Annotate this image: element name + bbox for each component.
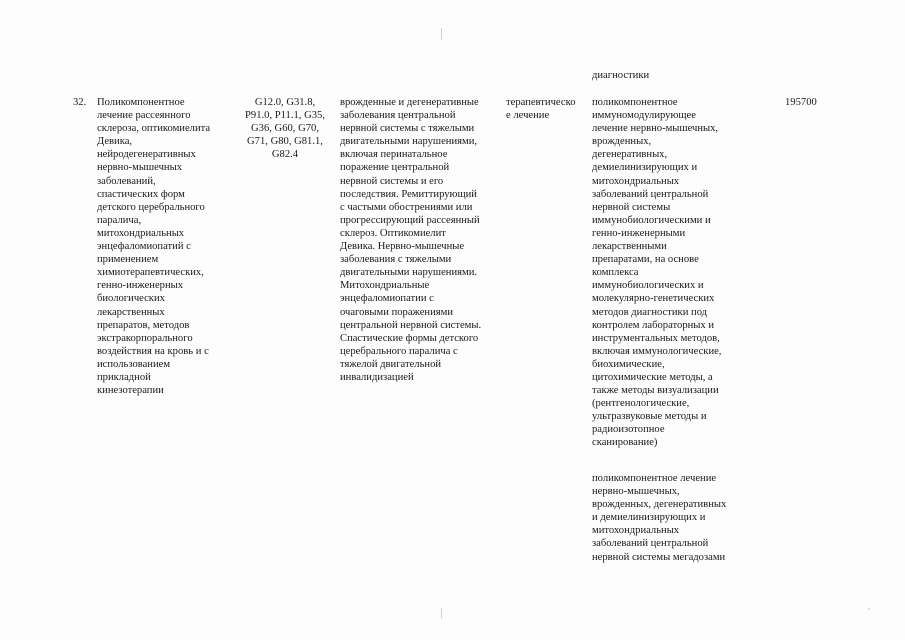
scan-artifact xyxy=(441,28,442,40)
icd-codes: G12.0, G31.8, P91.0, P11.1, G35, G36, G60, G70, G71, G80, G81.1, G82.4 xyxy=(245,97,325,161)
continued-method-fragment: диагностики xyxy=(592,70,650,81)
scan-artifact xyxy=(868,608,870,610)
row-number: 32. xyxy=(73,97,87,108)
patient-model: врожденные и дегенеративные заболевания центральной нервной системы с тяжелыми двигательными нарушениями, включая перинатальное поражение центральной нервной системы и его последствия. Ремиттирующий с частыми обострениями или прогрессирующий рассеянный склероз. Оптикомиелит Девика. Нервно-мышечные заболевания с тяжелыми двигательными нарушениями. Митохондриальные энцефаломиопатии с очаговыми поражениями центральной нервной системы. Спастические формы детского церебрального паралича с тяжелой двигательной инвалидизацией xyxy=(340,97,482,383)
care-profile-name: Поликомпонентное лечение рассеянного склероза, оптикомиелита Девика, нейродегенеративных нервно-мышечных заболеваний, спастических форм детского церебрального паралича, митохондриальных энцефаломиопатий с применением химиотерапевтических, генно-инженерных биологических лекарственных препаратов, методов экстракорпорального воздействия на кровь и с использованием прикладной кинезотерапии xyxy=(97,97,211,397)
scan-artifact xyxy=(441,608,442,618)
cost-value: 195700 xyxy=(785,97,817,108)
treatment-method-1: поликомпонентное иммуномодулирующее лечение нервно-мышечных, врожденных, дегенеративных, демиелинизирующих и митохондриальных заболеваний центральной нервной системы иммунобиологическими и генно-инженерными лекарственными препаратами, на основе комплекса иммунобиологических и молекулярно-генетических методов диагностики под контролем лабораторных и инструментальных методов, включая иммунологические, биохимические, цитохимические методы, а также методы визуализации (рентгенологические, ультразвуковые методы и радиоизотопное сканирование) xyxy=(592,97,722,449)
treatment-method-2: поликомпонентное лечение нервно-мышечных, врожденных, дегенеративных и демиелинизирующих и митохондриальных заболеваний центральной нервной системы мегадозами xyxy=(592,473,727,563)
treatment-type: терапевтическо е лечение xyxy=(506,97,576,122)
